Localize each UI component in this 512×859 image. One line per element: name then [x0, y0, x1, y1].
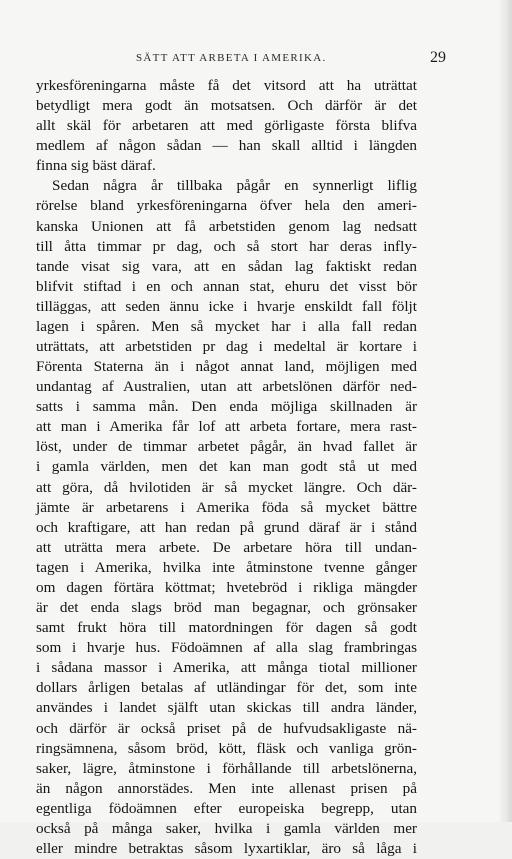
text-line: rörelse bland yrkesföreningarna öfver hela den ameri- — [36, 197, 417, 215]
text-line: yrkesföreningarna måste få det vitsord att ha uträttat — [36, 77, 417, 94]
text-line: betydligt mera godt än motsatsen. Och därför är det — [36, 97, 417, 115]
text-line: ringsämnena, såsom bröd, kött, fläsk och vanliga grön- — [36, 739, 417, 757]
page-edge-shadow — [498, 0, 512, 822]
text-line: än någon annorstädes. Men inte allenast prisen på — [36, 779, 417, 797]
text-line: tagen i Amerika, hvilka inte åtminstone tvenne gånger — [36, 558, 417, 576]
text-line: samt frukt höra till matordningen för dagen så godt — [36, 619, 417, 637]
text-line: också på många saker, hvilka i gamla världen mer — [36, 819, 417, 837]
text-line: undantag af Australien, utan att arbetslönen därför ned- — [36, 378, 417, 396]
text-line: satts i samma mån. Den enda möjliga skillnaden är — [36, 398, 417, 416]
text-line: jämte är arbetarens i Amerika föda så mycket bättre — [36, 498, 417, 516]
text-line: lagen i spåren. Men så mycket har i alla fall redan — [36, 317, 417, 335]
text-line: tande visat sig vara, att en sådan lag faktiskt redan — [36, 257, 417, 275]
text-line: i gamla världen, men det kan man godt stå ut med — [36, 458, 417, 476]
text-line: eller mindre betraktas såsom lyxartiklar, äro så låga i — [36, 839, 417, 857]
text-line: tilläggas, att seden ännu icke i hvarje enskildt fall följt — [36, 297, 417, 315]
page-number: 29 — [430, 49, 446, 66]
text-line: som i hvarje hus. Födoämnen af alla slag frambringas — [36, 639, 417, 657]
text-line: i sådana massor i Amerika, att många tiotal millioner — [36, 659, 417, 677]
text-line: om dagen förtära köttmat; hvetebröd i rikliga mängder — [36, 578, 417, 596]
text-line: uträttats, att arbetstiden pr dag i medeltal är kortare i — [36, 338, 417, 356]
text-line: är det enda slags bröd man begagnar, och grönsaker — [36, 599, 417, 617]
text-line: allt skäl för arbetaren att med görligaste första blifva — [36, 117, 417, 135]
paragraph-end-line: finna sig bäst däraf. — [36, 157, 156, 175]
text-line: löst, under de timmar arbetet pågår, än hvad fallet är — [36, 438, 417, 456]
text-line: och därför är också priset på de hufvudsakligaste nä- — [36, 719, 417, 737]
text-line: kanska Unionen att få arbetstiden genom lag nedsatt — [36, 217, 417, 235]
running-head: SÄTT ATT ARBETA I AMERIKA. — [136, 52, 327, 64]
text-line: medlem af någon sådan — han skall alltid i längden — [36, 137, 417, 155]
text-line: Förenta Staterna än i något annat land, möjligen med — [36, 358, 417, 376]
text-line: dollars årligen betalas af utländingar för det, som inte — [36, 679, 417, 697]
body-text — [36, 76, 417, 859]
text-line: och kraftigare, att han redan på grund däraf är i stånd — [36, 518, 417, 536]
text-line: saker, lägre, åtminstone i förhållande till arbetslönerna, — [36, 759, 417, 777]
page-header — [36, 50, 446, 70]
text-line: att göra, då hvilotiden är så mycket längre. Och där- — [36, 478, 417, 496]
text-line: att man i Amerika får lof att arbeta fortare, mera rast- — [36, 418, 417, 436]
text-line: blifvit stiftad i en och annan stat, ehuru det visst bör — [36, 277, 417, 295]
text-line: att uträtta mera arbete. De arbetare höra till undan- — [36, 538, 417, 556]
text-line: egentliga födoämnen efter europeiska begrepp, utan — [36, 799, 417, 817]
text-line: till åtta timmar pr dag, och så stort har deras infly- — [36, 237, 417, 255]
text-line: användes i landet själft utan skickas till andra länder, — [36, 699, 417, 717]
paragraph-start-line: Sedan några år tillbaka pågår en synnerligt liflig — [52, 177, 417, 195]
